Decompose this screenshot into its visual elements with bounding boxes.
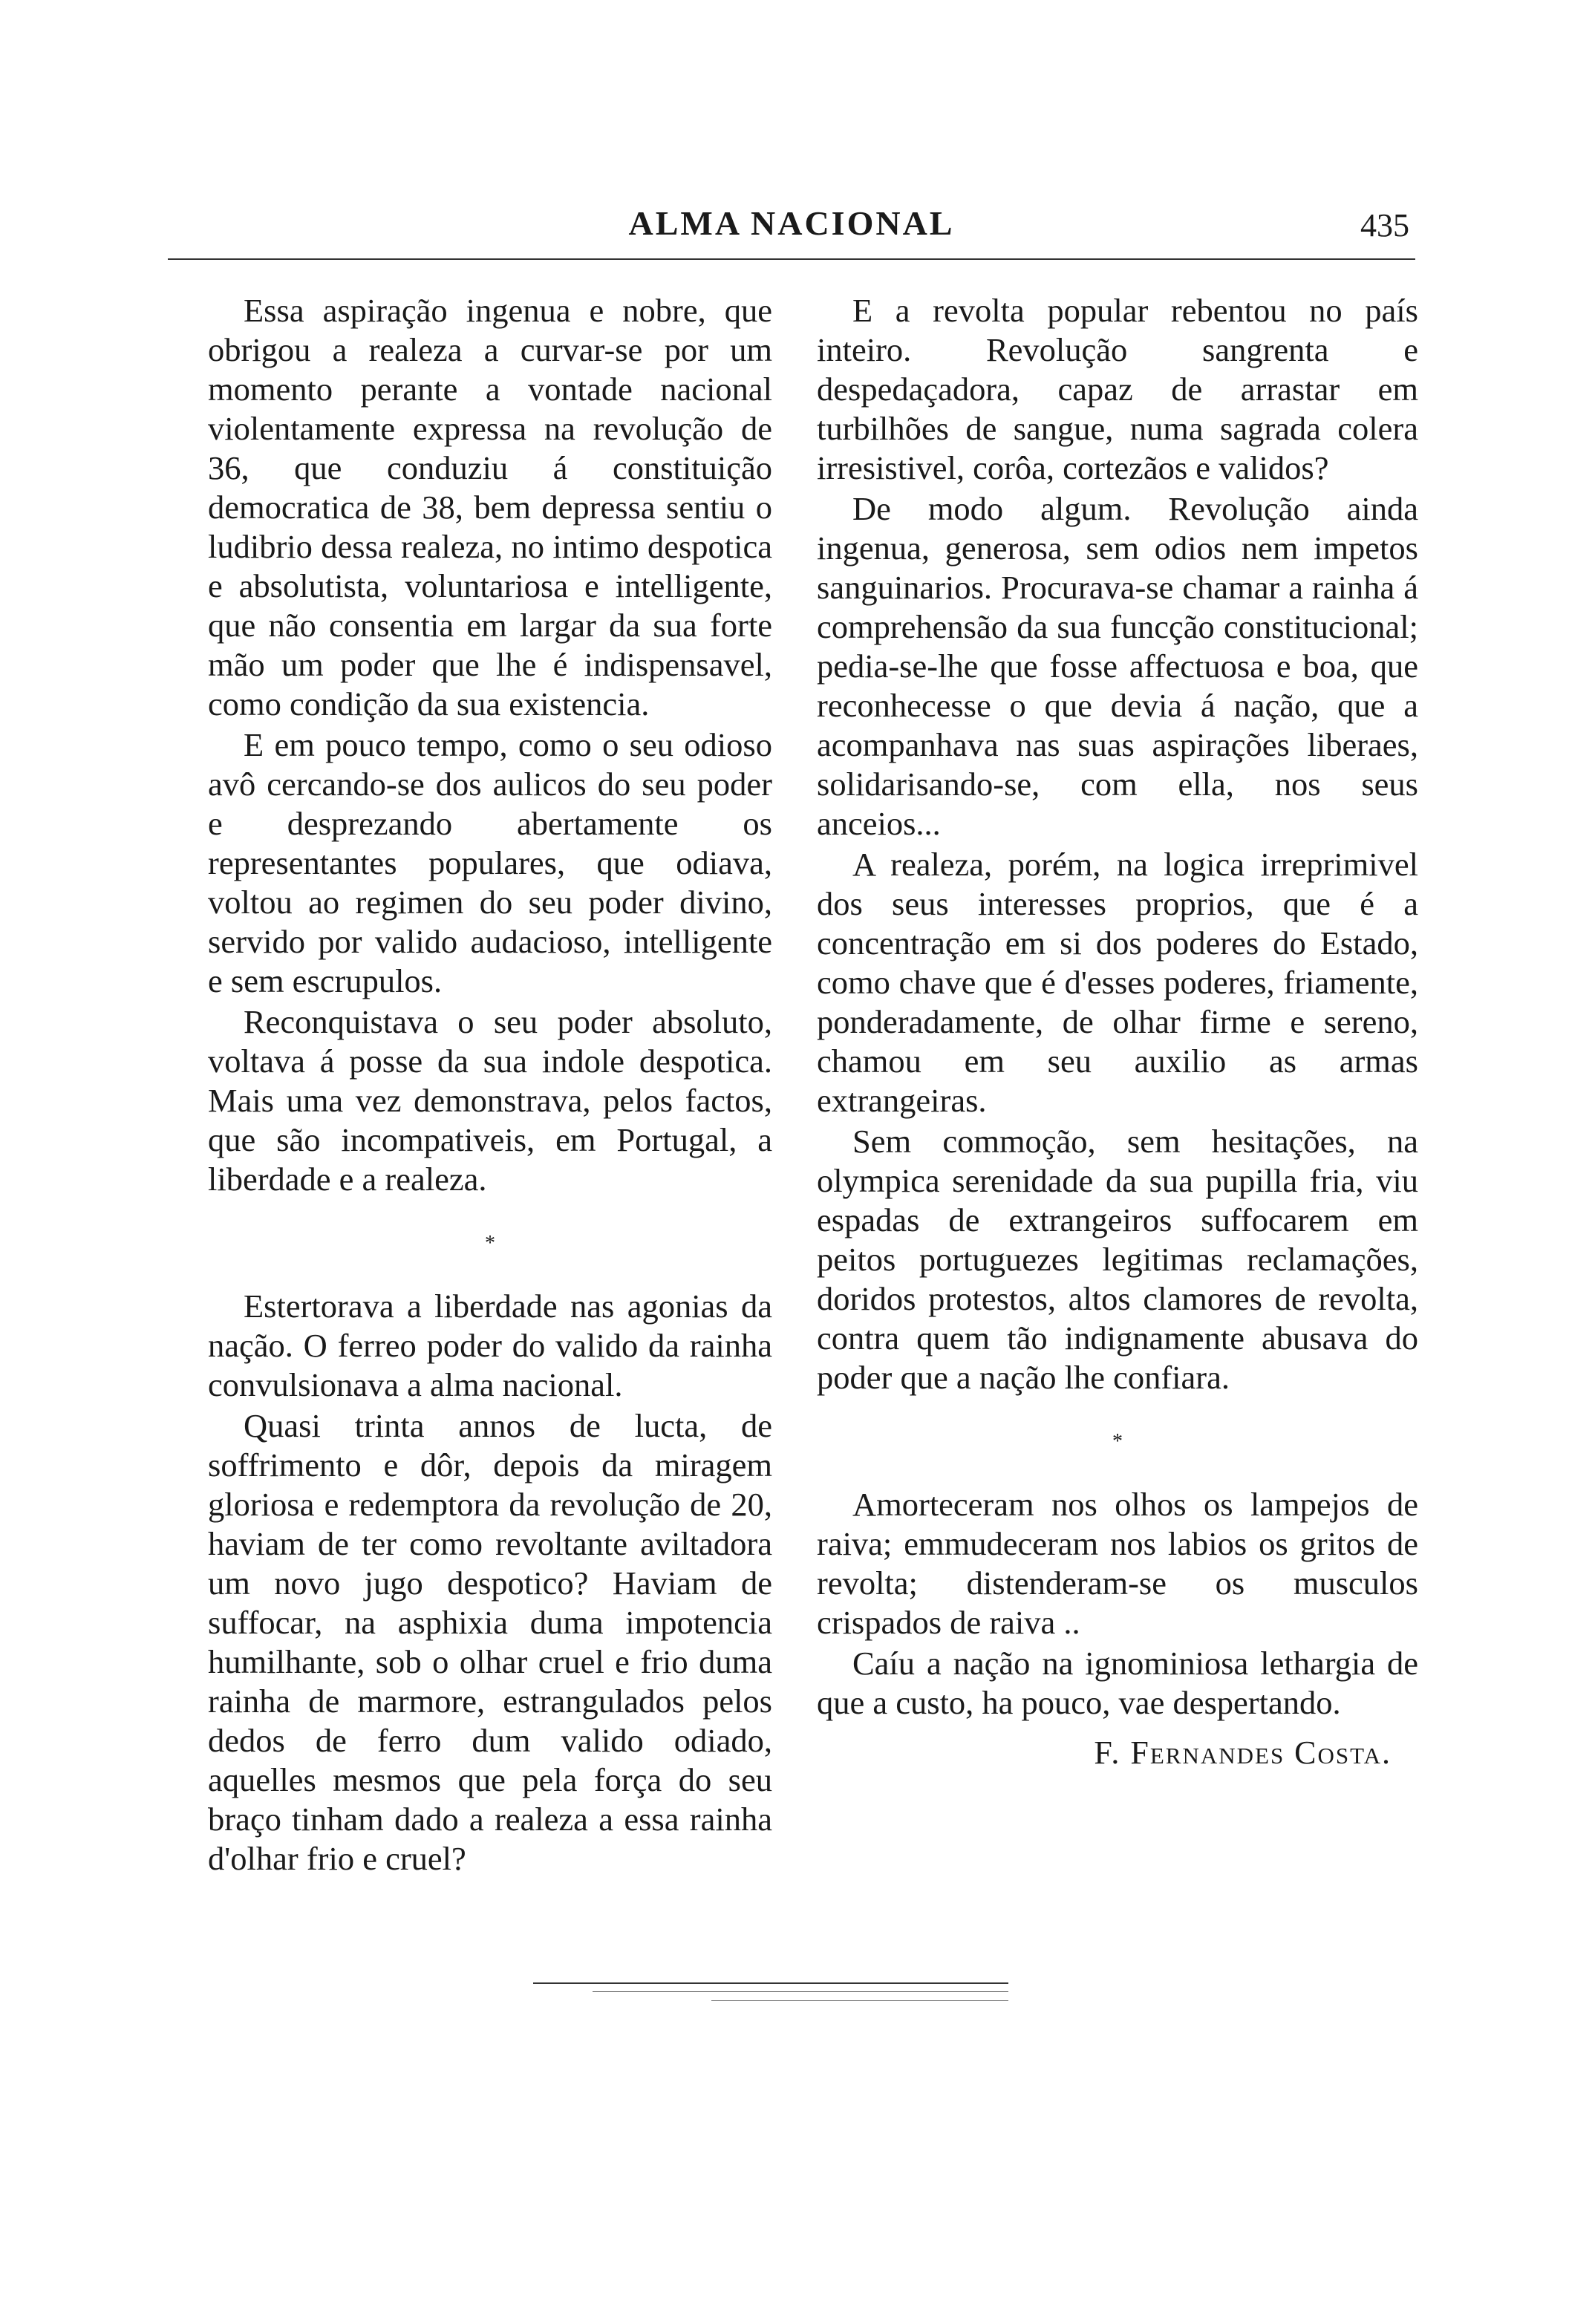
end-rule — [533, 1982, 1008, 1984]
running-header — [168, 198, 1415, 252]
paragraph: Estertorava a liberdade nas agonias da nação. O ferreo poder do valido da rainha convulsionava a alma nacional. — [208, 1287, 772, 1403]
journal-title: ALMA NACIONAL — [628, 204, 955, 242]
end-rule — [711, 2000, 1008, 2001]
end-rule — [593, 1991, 1008, 1992]
paragraph: Reconquistava o seu poder absoluto, voltava á posse da sua indole despotica. Mais uma vez demonstrava, pelos factos, que são incompativeis, em Portugal, a liberdade e a realeza. — [208, 1003, 772, 1198]
paragraph: Quasi trinta annos de lucta, de soffrimento e dôr, depois da miragem gloriosa e redemptora da revolução de 20, haviam de ter como revoltante aviltadora um novo jugo despotico? Haviam de suffocar, na asphixia duma impotencia humilhante, sob o olhar cruel e frio duma rainha de marmore, estrangulados pelos dedos de ferro dum valido odiado, aquelles mesmos que pela força do seu braço tinham dado a realeza a essa rainha d'olhar frio e cruel? — [208, 1407, 772, 1877]
paragraph: A realeza, porém, na logica irreprimivel dos seus interesses proprios, que é a concentração em si dos poderes do Estado, como chave que é d'esses poderes, friamente, ponderadamente, de olhar firme e sereno, chamou em seu auxilio as armas extrangeiras. — [817, 846, 1418, 1119]
paragraph: De modo algum. Revolução ainda ingenua, generosa, sem odios nem impetos sanguinarios. Procurava-se chamar a rainha á comprehensão da sua funcção constitucional; pedia-se-lhe que fosse affectuosa e boa, que reconhecesse o que devia á nação, que a acompanhava nas suas aspirações liberaes, solidarisando-se, com ella, nos seus anceios... — [817, 490, 1418, 842]
author-signature: F. Fernandes Costa. — [1094, 1734, 1392, 1771]
paragraph: Amorteceram nos olhos os lampejos de raiva; emmudeceram nos labios os gritos de revolta; distenderam-se os musculos crispados de raiva .. — [817, 1486, 1418, 1641]
paragraph: Sem commoção, sem hesitações, na olympica serenidade da sua pupilla fria, viu espadas de extrangeiros suffocarem em peitos portuguezes legitimas reclamações, doridos protestos, altos clamores de revolta, contra quem tão indignamente abusava do poder que a nação lhe confiara. — [817, 1123, 1418, 1396]
section-separator: * — [1112, 1430, 1123, 1453]
right-column — [817, 291, 1418, 1772]
paragraph: E a revolta popular rebentou no país inteiro. Revolução sangrenta e despedaçadora, capaz de arrastar em turbilhões de sangue, numa sagrada colera irresistivel, corôa, cortezãos e validos? — [817, 292, 1418, 486]
section-separator: * — [485, 1232, 495, 1255]
left-column — [208, 291, 772, 1880]
paragraph: Essa aspiração ingenua e nobre, que obrigou a realeza a curvar-se por um momento perante a vontade nacional violentamente expressa na revolução de 36, que conduziu á constituição democratica de 38, bem depressa sentiu o ludibrio dessa realeza, no intimo despotica e absolutista, voluntariosa e intelligente, que não consentia em largar da sua forte mão um poder que lhe é indispensavel, como condição da sua existencia. — [208, 292, 772, 722]
header-rule — [168, 258, 1415, 260]
page-number: 435 — [1360, 207, 1409, 244]
paragraph: E em pouco tempo, como o seu odioso avô cercando-se dos aulicos do seu poder e desprezando abertamente os representantes populares, que odiava, voltou ao regimen do seu poder divino, servido por valido audacioso, intelligente e sem escrupulos. — [208, 726, 772, 999]
paragraph: Caíu a nação na ignominiosa lethargia de que a custo, ha pouco, vae despertando. — [817, 1645, 1418, 1721]
